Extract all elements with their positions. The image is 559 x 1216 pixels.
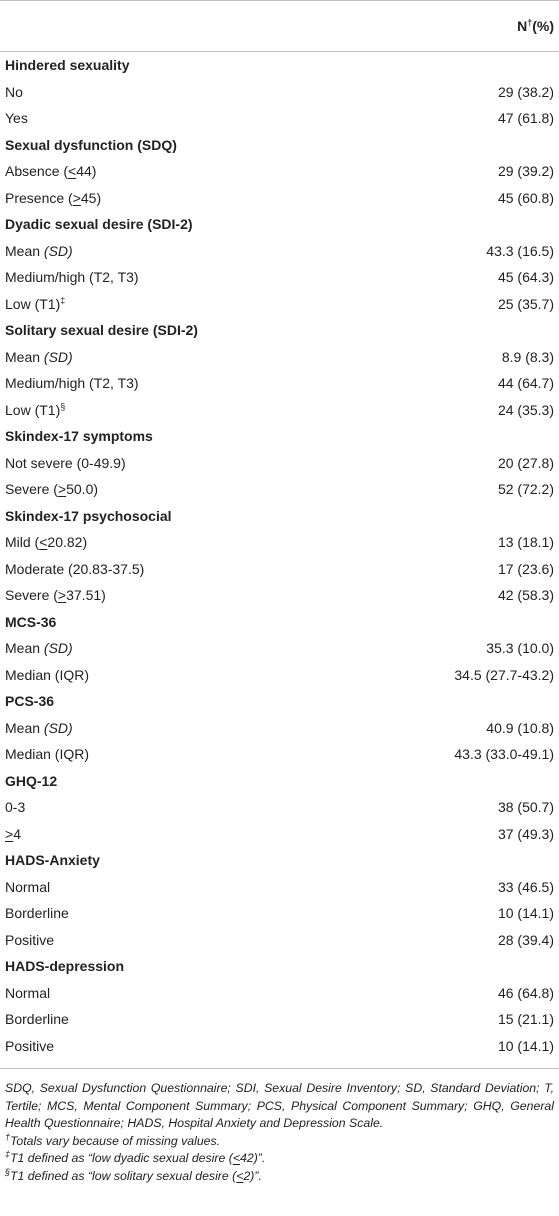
- abbreviations-note: SDQ, Sexual Dysfunction Questionnaire; SDI, Sexual Desire Inventory; SD, Standard Deviation; T, Tertile; MCS, Mental Component Summary; PCS, Physical Component Summary; GHQ, General Health Questionnaire; HADS, Hospital Anxiety and Depression Scale.: [5, 1081, 554, 1130]
- row-label: [0, 476, 370, 503]
- header-n-text: N: [517, 18, 528, 34]
- table-row: [0, 529, 559, 556]
- table-body: [0, 52, 559, 1060]
- row-label: [0, 344, 370, 371]
- label-text: Normal: [5, 878, 51, 895]
- label-text: Mild (: [5, 534, 40, 551]
- section-title: Dyadic sexual desire (SDI-2): [5, 216, 193, 233]
- table-row: [0, 1033, 559, 1060]
- section-title: GHQ-12: [5, 772, 58, 789]
- row-value: 10 (14.1): [497, 1037, 554, 1054]
- footnote-symbol: <: [236, 1168, 244, 1183]
- row-label: [0, 635, 370, 662]
- row-value: 37 (49.3): [497, 825, 554, 842]
- row-label: [0, 556, 370, 583]
- section-title: HADS-depression: [5, 958, 125, 975]
- section-title: Skindex-17 symptoms: [5, 428, 153, 445]
- row-label: [0, 582, 370, 609]
- row-value: 10 (14.1): [497, 905, 554, 922]
- label-text-after: 45): [80, 189, 102, 206]
- row-value: 15 (21.1): [497, 1011, 554, 1028]
- table-row: [0, 900, 559, 927]
- row-value: 34.5 (27.7-43.2): [454, 666, 554, 683]
- row-value: 28 (39.4): [497, 931, 554, 948]
- row-value: 44 (64.7): [497, 375, 554, 392]
- row-label: [0, 927, 370, 954]
- section-title: Skindex-17 psychosocial: [5, 507, 172, 524]
- section-header-row: [0, 768, 559, 795]
- table-row: [0, 370, 559, 397]
- table-row: [0, 264, 559, 291]
- table-row: [0, 582, 559, 609]
- footnote: [5, 1150, 554, 1168]
- label-text: Not severe (0-49.9): [5, 454, 126, 471]
- row-label: [0, 874, 370, 901]
- label-footnote-mark: §: [60, 401, 66, 412]
- table-row: [0, 821, 559, 848]
- table-row: [0, 927, 559, 954]
- row-value: 35.3 (10.0): [486, 640, 554, 657]
- footnote-symbol: <: [232, 1151, 241, 1165]
- row-label: [0, 821, 370, 848]
- table-row: [0, 715, 559, 742]
- label-symbol: >: [57, 587, 67, 604]
- label-text: Moderate (20.83-37.5): [5, 560, 145, 577]
- table-row: [0, 397, 559, 424]
- label-italic: (SD): [43, 640, 73, 657]
- table-row: [0, 635, 559, 662]
- table-row: [0, 105, 559, 132]
- label-text: Yes: [5, 110, 28, 127]
- label-symbol: >: [72, 189, 81, 206]
- table-row: [0, 476, 559, 503]
- table-row: [0, 980, 559, 1007]
- row-label: [0, 741, 370, 768]
- row-label: [0, 794, 370, 821]
- label-text: Severe (: [5, 481, 58, 498]
- section-header-row: [0, 317, 559, 344]
- label-text: Presence (: [5, 189, 73, 206]
- row-value: 20 (27.8): [497, 454, 554, 471]
- section-header-row: [0, 423, 559, 450]
- label-text: Absence (: [5, 163, 69, 180]
- row-label: [0, 185, 370, 212]
- header-label-column: [0, 1, 370, 52]
- data-table: [0, 1, 559, 1059]
- footnote-text-after: 2)”.: [243, 1168, 262, 1183]
- table-row: [0, 556, 559, 583]
- footnote-text: T1 defined as “low dyadic sexual desire (: [10, 1151, 233, 1165]
- row-label: [0, 291, 370, 318]
- label-text: Mean: [5, 348, 44, 365]
- section-header-row: [0, 609, 559, 636]
- label-text: Mean: [5, 242, 44, 259]
- row-label: [0, 1006, 370, 1033]
- header-dagger: †: [527, 17, 533, 28]
- label-text: Median (IQR): [5, 746, 90, 763]
- label-text-after: 37.51): [66, 587, 106, 604]
- row-value: 46 (64.8): [497, 984, 554, 1001]
- label-text: Severe (: [5, 587, 58, 604]
- row-label: [0, 264, 370, 291]
- label-footnote-mark: ‡: [60, 295, 66, 306]
- table-row: [0, 79, 559, 106]
- section-title: Solitary sexual desire (SDI-2): [5, 322, 198, 339]
- section-header-row: [0, 211, 559, 238]
- footnote-mark: §: [5, 1166, 11, 1177]
- label-text: Medium/high (T2, T3): [5, 375, 139, 392]
- row-value: 25 (35.7): [497, 295, 554, 312]
- table-notes: [0, 1069, 559, 1185]
- row-label: [0, 900, 370, 927]
- row-label: [0, 397, 370, 424]
- label-text: Borderline: [5, 905, 69, 922]
- footnote-text: Totals vary because of missing values.: [10, 1133, 221, 1148]
- label-text: 0-3: [5, 799, 26, 816]
- table-header-row: [0, 1, 559, 52]
- table-row: [0, 185, 559, 212]
- footnote: [5, 1133, 554, 1151]
- footnotes: [5, 1133, 554, 1186]
- label-text: Positive: [5, 931, 55, 948]
- row-label: [0, 370, 370, 397]
- row-value: 52 (72.2): [497, 481, 554, 498]
- footnote: [5, 1168, 554, 1186]
- header-percent-text: (%): [532, 18, 554, 34]
- table-row: [0, 874, 559, 901]
- row-value: 47 (61.8): [497, 110, 554, 127]
- table-row: [0, 450, 559, 477]
- row-value: 40.9 (10.8): [486, 719, 554, 736]
- table-row: [0, 344, 559, 371]
- table-row: [0, 794, 559, 821]
- section-header-row: [0, 132, 559, 159]
- row-label: [0, 662, 370, 689]
- label-symbol: >: [5, 825, 14, 842]
- section-header-row: [0, 847, 559, 874]
- footnote-text-after: 42)”.: [240, 1151, 266, 1165]
- label-text: Median (IQR): [5, 666, 90, 683]
- section-header-row: [0, 953, 559, 980]
- row-label: [0, 715, 370, 742]
- row-label: [0, 529, 370, 556]
- label-text-after: 4: [13, 825, 21, 842]
- label-text-after: 50.0): [66, 481, 99, 498]
- label-text: Normal: [5, 984, 51, 1001]
- row-value: 17 (23.6): [497, 560, 554, 577]
- label-text: Mean: [5, 640, 44, 657]
- header-n-percent: [370, 1, 559, 52]
- table-row: [0, 291, 559, 318]
- section-title: MCS-36: [5, 613, 57, 630]
- table-row: [0, 238, 559, 265]
- table-row: [0, 662, 559, 689]
- row-label: [0, 105, 370, 132]
- row-label: [0, 1033, 370, 1060]
- row-value: 8.9 (8.3): [501, 348, 554, 365]
- label-symbol: <: [39, 534, 48, 551]
- row-value: 24 (35.3): [497, 401, 554, 418]
- table-row: [0, 741, 559, 768]
- section-title: Sexual dysfunction (SDQ): [5, 136, 177, 153]
- label-symbol: <: [68, 163, 77, 180]
- section-header-row: [0, 503, 559, 530]
- label-italic: (SD): [43, 719, 73, 736]
- section-header-row: [0, 52, 559, 79]
- row-value: 13 (18.1): [497, 534, 554, 551]
- label-italic: (SD): [43, 242, 73, 259]
- row-value: 43.3 (33.0-49.1): [454, 746, 554, 763]
- label-text: Medium/high (T2, T3): [5, 269, 139, 286]
- row-value: 45 (64.3): [497, 269, 554, 286]
- label-italic: (SD): [43, 348, 73, 365]
- label-symbol: >: [57, 481, 67, 498]
- row-label: [0, 450, 370, 477]
- row-value: 43.3 (16.5): [486, 242, 554, 259]
- row-label: [0, 238, 370, 265]
- table-row: [0, 158, 559, 185]
- footnote-text: T1 defined as “low solitary sexual desire (: [10, 1168, 237, 1183]
- label-text: No: [5, 83, 23, 100]
- section-title: Hindered sexuality: [5, 57, 130, 74]
- row-label: [0, 158, 370, 185]
- row-value: 38 (50.7): [497, 799, 554, 816]
- label-text: Positive: [5, 1037, 55, 1054]
- label-text: Low (T1): [5, 401, 61, 418]
- section-header-row: [0, 688, 559, 715]
- row-value: 33 (46.5): [497, 878, 554, 895]
- row-label: [0, 980, 370, 1007]
- label-text: Borderline: [5, 1011, 69, 1028]
- label-text-after: 44): [76, 163, 97, 180]
- table-row: [0, 1006, 559, 1033]
- section-title: HADS-Anxiety: [5, 852, 100, 869]
- footnote-mark: ‡: [5, 1148, 11, 1159]
- section-title: PCS-36: [5, 693, 55, 710]
- label-text: Mean: [5, 719, 44, 736]
- row-value: 29 (38.2): [497, 83, 554, 100]
- footnote-mark: †: [5, 1131, 11, 1142]
- row-value: 42 (58.3): [497, 587, 554, 604]
- row-value: 29 (39.2): [497, 163, 554, 180]
- label-text: Low (T1): [5, 295, 61, 312]
- row-label: [0, 79, 370, 106]
- label-text-after: 20.82): [47, 534, 88, 551]
- row-value: 45 (60.8): [497, 189, 554, 206]
